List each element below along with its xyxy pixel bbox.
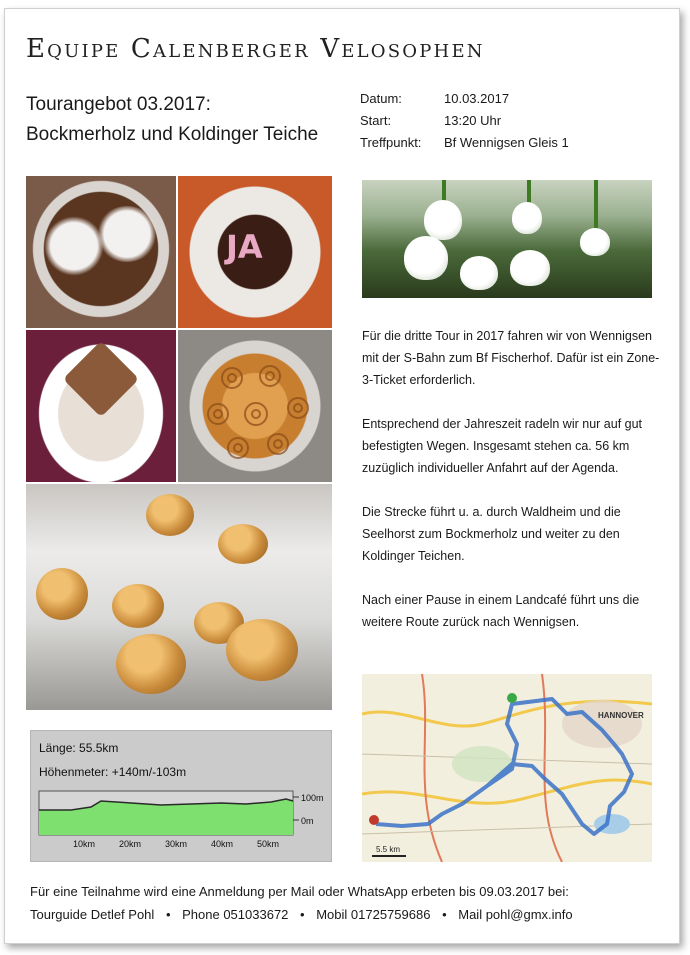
detail-date [360,88,569,110]
detail-start [360,110,569,132]
separator: • [300,907,305,922]
cake-photo-powdered [26,176,176,328]
map-city-label: HANNOVER [598,711,644,720]
y-tick-label: 100m [301,793,324,803]
description-paragraph: Nach einer Pause in einem Landcafé führt uns die weitere Route zurück nach Wennigsen. [362,593,640,629]
snowdrop-flower [460,256,498,290]
x-tick-label: 50km [257,839,280,849]
snowdrop-flower [580,228,610,256]
detail-key: Datum: [360,91,402,106]
description-paragraph: Für die dritte Tour in 2017 fahren wir von Wennigsen mit der S-Bahn zum Bf Fischerhof. Dafür ist ein Zone-3-Ticket erforderlich. [362,329,660,387]
tour-description [362,325,662,655]
separator: • [442,907,447,922]
cake-photo-lettered [178,176,332,328]
x-tick-label: 10km [73,839,96,849]
snowdrop-flower [404,236,448,280]
page-title: Equipe Calenberger Velosophen [26,34,485,64]
pastry [116,634,186,694]
pastry [36,568,88,620]
footer [30,880,670,926]
detail-key: Treffpunkt: [360,135,422,150]
detail-value: Bf Wennigsen Gleis 1 [444,135,569,150]
cake-photo-rolls [178,330,332,482]
scale-label: 5.5 km [376,845,401,854]
sugar-dusting [96,206,158,262]
x-tick-label: 20km [119,839,142,849]
snowdrop-flower [512,202,542,234]
tour-heading-line2: Bockmerholz und Koldinger Teiche [26,124,319,145]
mobile-number: Mobil 01725759686 [316,907,431,922]
elevation-gain-label: Höhenmeter: +140m/-103m [39,765,187,779]
email-address: Mail pohl@gmx.info [458,907,573,922]
pastry [112,584,164,628]
route-map-graphic [362,674,652,862]
tourguide-name: Tourguide Detlef Pohl [30,907,155,922]
tour-heading-line1: Tourangebot 03.2017: [26,94,211,115]
cake-photo-heart [26,330,176,482]
detail-value: 13:20 Uhr [444,113,502,128]
description-paragraph: Entsprechend der Jahreszeit radeln wir nur auf gut befestigten Wegen. Insgesamt stehen ca. 56 km zuzüglich individueller Anfahrt auf der Agenda. [362,417,643,475]
description-paragraph: Die Strecke führt u. a. durch Waldheim und die Seelhorst zum Bockmerholz und weiter zu den Koldinger Teichen. [362,505,621,563]
end-marker-icon [369,815,379,825]
pastry [226,619,298,681]
route-length-label: Länge: 55.5km [39,741,119,755]
start-marker-icon [507,693,517,703]
snowdrops-photo [362,180,652,298]
phone-number: Phone 051033672 [182,907,289,922]
snowdrop-flower [510,250,550,286]
separator: • [165,907,171,922]
city-area [562,700,642,748]
detail-meeting-point [360,132,569,154]
detail-value: 10.03.2017 [444,91,510,106]
contact-line [30,903,670,926]
tour-heading [26,90,346,150]
pastry [218,524,268,564]
tour-details [360,88,569,154]
heart-cookie [63,341,139,417]
route-map [362,674,652,862]
flower-stem [594,180,598,230]
x-tick-label: 40km [211,839,234,849]
cinnamon-roll-pattern [178,330,332,482]
cake-lettering: JA [226,228,263,266]
y-tick-label: 0m [301,816,314,826]
elevation-chart [31,731,333,863]
flower-stem [527,180,531,204]
pastry-platter-photo [26,484,332,710]
x-tick-label: 30km [165,839,188,849]
pastry [146,494,194,536]
registration-note: Für eine Teilnahme wird eine Anmeldung per Mail oder WhatsApp erbeten bis 09.03.2017 bei: [30,884,569,899]
detail-key: Start: [360,113,392,128]
snowdrop-flower [424,200,462,240]
sugar-dusting [44,216,104,276]
elevation-profile [30,730,332,862]
flower-stem [442,180,446,202]
